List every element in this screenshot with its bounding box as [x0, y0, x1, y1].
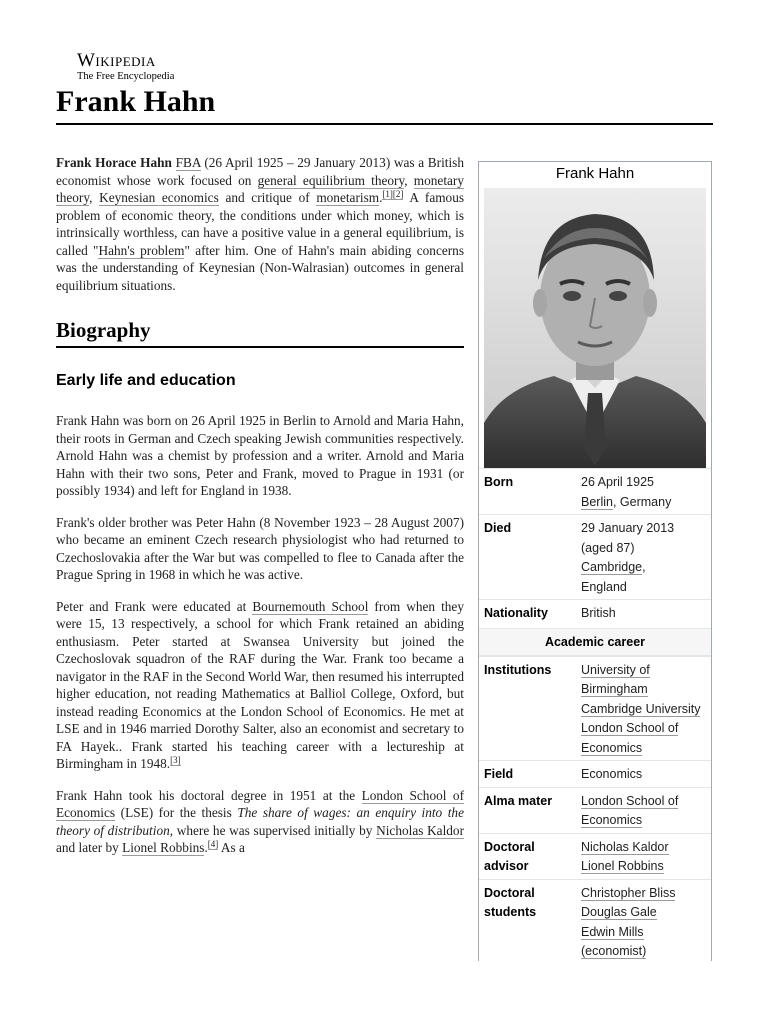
infobox-row-alma-mater: Alma mater London School of Economics — [479, 787, 711, 833]
citation-2[interactable]: [2] — [392, 188, 404, 199]
title-divider — [56, 123, 713, 125]
lionel-robbins-link[interactable]: Lionel Robbins — [122, 840, 205, 855]
bournemouth-school-link[interactable]: Bournemouth School — [252, 598, 369, 614]
wikipedia-logo[interactable] — [77, 51, 174, 83]
institution-link[interactable]: University of Birmingham — [581, 662, 650, 696]
subsection-heading-early-life: Early life and education — [56, 372, 236, 389]
monetarism-link[interactable]: monetarism — [316, 190, 380, 205]
hahns-problem-link[interactable]: Hahn's problem — [98, 242, 185, 258]
citation-4[interactable]: [4] — [207, 838, 219, 849]
alma-mater-link[interactable]: London School of Economics — [581, 793, 679, 827]
infobox — [478, 161, 712, 961]
logo-wordmark: Wikipedia — [77, 50, 156, 71]
paragraph-education: Peter and Frank were educated at Bournemouth School from when they were 15, 13 respectively, a school for which Frank retained an abiding enthusiasm. Peter started at Swansea University but joined the Czechoslovak squadron of the RAF during the War. Frank too became a navigator in the RAF in the Second World War, then resumed his interrupted higher education, not reading Mathematics at Balliol College, Oxford, but instead reading Economics at the London School of Economics. He met at LSE and in 1946 married Dorothy Salter, also an economist and secretary to FA Hayek.. Frank started his teaching career with a lectureship at Birmingham in 1948.[3] — [56, 598, 464, 771]
section-divider — [56, 346, 464, 348]
infobox-row-field: Field Economics — [479, 760, 711, 787]
institution-link[interactable]: London School of Economics — [581, 721, 679, 755]
student-link[interactable]: Edwin Mills (economist) — [581, 924, 647, 958]
paragraph-birth: Frank Hahn was born on 26 April 1925 in Berlin to Arnold and Maria Hahn, their roots in German and Czech speaking Jewish communities respectively. Arnold Hahn was a chemist by profession and a writer. Arnold and Maria Hahn with their two sons, Peter and Frank, moved to Prague in 1931 (or possibly 1934) and left for England in 1938. — [56, 413, 464, 498]
thesis-title: The share of wages: an enquiry into the theory of distribution, — [56, 805, 464, 838]
student-link[interactable]: Christopher Bliss — [581, 885, 676, 900]
infobox-row-institutions: Institutions University of Birmingham Cambridge University London School of Economics — [479, 656, 711, 761]
portrait-photo[interactable] — [484, 188, 706, 468]
fba-link[interactable]: FBA — [175, 155, 201, 170]
infobox-section-academic-career: Academic career — [479, 628, 711, 656]
paragraph-doctorate: Frank Hahn took his doctoral degree in 1951 at the London School of Economics (LSE) for the thesis The share of wages: an enquiry into the theory of distribution, where he was supervised initially by Nicholas Kaldor and later by Lionel Robbins.[4] As a — [56, 787, 465, 855]
nicholas-kaldor-link[interactable]: Nicholas Kaldor — [376, 822, 464, 838]
institution-link[interactable]: Cambridge University — [581, 701, 701, 716]
student-link[interactable]: Douglas Gale — [581, 905, 657, 919]
cambridge-link[interactable]: Cambridge — [581, 560, 643, 574]
advisor-link[interactable]: Nicholas Kaldor — [581, 839, 669, 854]
monetary-theory-link[interactable]: monetary theory — [56, 172, 465, 205]
infobox-row-died: Died 29 January 2013 (aged 87) Cambridge, England — [479, 514, 711, 599]
section-heading-biography: Biography — [56, 318, 151, 342]
lse-link[interactable]: London School of Economics — [56, 787, 465, 820]
paragraph-brother: Frank's older brother was Peter Hahn (8 November 1923 – 28 August 2007) who became an eminent Czech research physiologist who had returned to Czechoslovakia after the War but was compelled to flee to Canada after the Prague Spring in 1968 in which he was active. — [56, 514, 464, 582]
infobox-row-doctoral-advisor: Doctoral advisor Nicholas Kaldor Lionel Robbins — [479, 833, 711, 879]
portrait-image — [484, 188, 706, 468]
citation-1[interactable]: [1] — [382, 188, 393, 199]
advisor-link[interactable]: Lionel Robbins — [581, 859, 664, 873]
general-equilibrium-link[interactable]: general equilibrium theory — [257, 172, 405, 188]
berlin-link[interactable]: Berlin — [581, 494, 613, 509]
infobox-row-nationality: Nationality British — [479, 599, 711, 626]
article-body — [56, 154, 464, 871]
infobox-row-doctoral-students: Doctoral students Christopher Bliss Douglas Gale Edwin Mills (economist) — [479, 879, 711, 964]
citation-3[interactable]: [3] — [170, 754, 181, 765]
intro-paragraph: Frank Horace Hahn FBA (26 April 1925 – 29 January 2013) was a British economist whose work focused on general equilibrium theory, monetary theory, Keynesian economics and critique of monetarism.[1][2] A famous problem of economic theory, the conditions under which money, which is intrinsically worthless, can have a positive value in a general equilibrium, is called "Hahn's problem" after him. One of Hahn's main abiding concerns was the understanding of Keynesian (Non-Walrasian) outcomes in general equilibrium situations. — [56, 155, 465, 293]
subject-name: Frank Horace Hahn — [56, 155, 172, 170]
infobox-row-born: Born 26 April 1925 Berlin, Germany — [479, 468, 711, 514]
page-title: Frank Hahn — [56, 85, 216, 118]
infobox-title: Frank Hahn — [555, 165, 635, 182]
keynesian-economics-link[interactable]: Keynesian economics — [99, 190, 219, 205]
logo-tagline: The Free Encyclopedia — [77, 71, 175, 82]
